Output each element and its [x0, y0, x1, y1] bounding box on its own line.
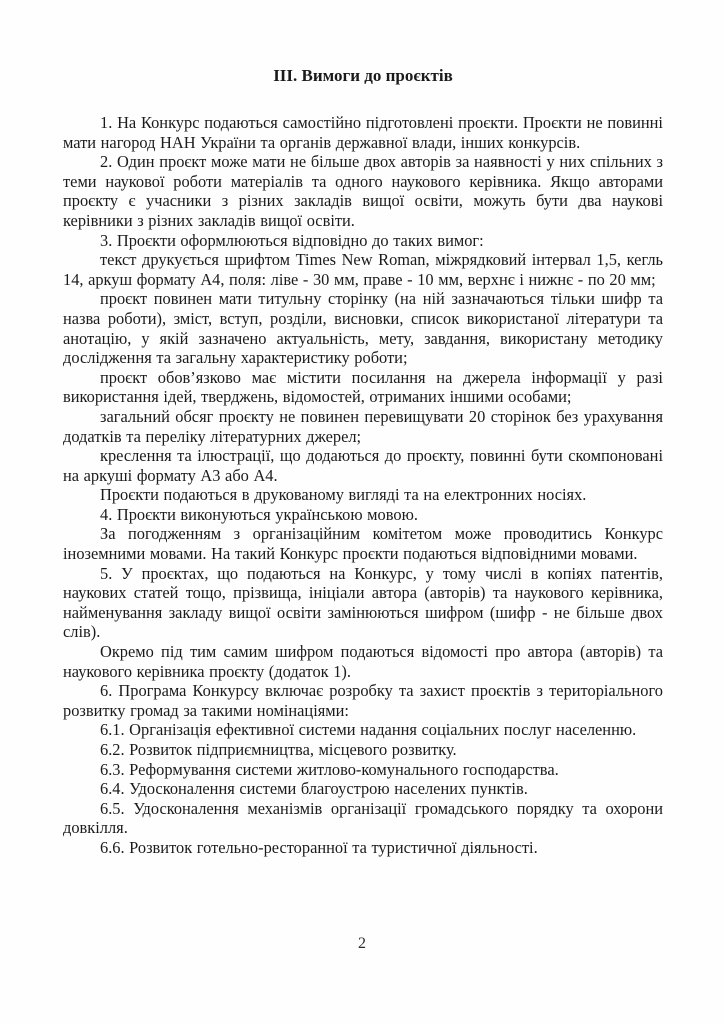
section-heading: III. Вимоги до проєктів — [273, 66, 453, 85]
paragraph: 6.4. Удосконалення системи благоустрою населених пунктів. — [100, 779, 528, 799]
paragraph: проєкт повинен мати титульну сторінку (на ній зазначаються тільки шифр та назва роботи), зміст, вступ, розділи, висновки, список використаної літератури та анотацію, у якій зазначено актуальність, мету, завдання, використану методику дослідження та загальну характеристику роботи; — [63, 289, 663, 368]
paragraph: 1. На Конкурс подаються самостійно підготовлені проєкти. Проєкти не повинні мати нагород НАН України та органів державної влади, інших конкурсів. — [63, 113, 663, 152]
paragraph: Окремо під тим самим шифром подаються відомості про автора (авторів) та наукового керівника проєкту (додаток 1). — [63, 642, 663, 681]
page-number: 2 — [358, 935, 366, 952]
paragraph: текст друкується шрифтом Times New Roman, міжрядковий інтервал 1,5, кегль 14, аркуш формату А4, поля: ліве - 30 мм, праве - 10 мм, верхнє і нижнє - по 20 мм; — [63, 250, 663, 289]
paragraph: проєкт обов’язково має містити посилання на джерела інформації у разі використання ідей, тверджень, відомостей, отриманих іншими особами; — [63, 367, 663, 407]
paragraph: 6.2. Розвиток підприємництва, місцевого розвитку. — [100, 740, 457, 759]
paragraph: 6.3. Реформування системи житлово-комунального господарства. — [100, 759, 559, 779]
paragraph: Проєкти подаються в друкованому вигляді та на електронних носіях. — [100, 485, 587, 505]
paragraph-container — [63, 113, 663, 858]
paragraph: 5. У проєктах, що подаються на Конкурс, у тому числі в копіях патентів, наукових статей тощо, прізвища, ініціали автора (авторів) та наукового керівника, найменування закладу вищої освіти замінюються шифром (шифр - не більше двох слів). — [63, 563, 663, 642]
paragraph: За погодженням з організаційним комітетом може проводитись Конкурс іноземними мовами. На такий Конкурс проєкти подаються відповідними мовами. — [63, 524, 663, 564]
paragraph: 6.1. Організація ефективної системи надання соціальних послуг населенню. — [100, 720, 637, 740]
paragraph: 6.6. Розвиток готельно-ресторанної та туристичної діяльності. — [100, 837, 538, 857]
paragraph: креслення та ілюстрації, що додаються до проєкту, повинні бути скомпоновані на аркуші формату А3 або А4. — [63, 446, 663, 485]
paragraph: загальний обсяг проєкту не повинен перевищувати 20 сторінок без урахування додатків та переліку літературних джерел; — [63, 406, 663, 446]
paragraph: 6.5. Удосконалення механізмів організації громадського порядку та охорони довкілля. — [63, 798, 663, 838]
document-body — [63, 66, 663, 858]
paragraph: 3. Проєкти оформлюються відповідно до таких вимог: — [100, 230, 484, 250]
paragraph: 4. Проєкти виконуються українською мовою. — [100, 504, 418, 524]
paragraph: 6. Програма Конкурсу включає розробку та захист проєктів з територіального розвитку громад за такими номінаціями: — [63, 681, 663, 720]
paragraph: 2. Один проєкт може мати не більше двох авторів за наявності у них спільних з теми наукової роботи матеріалів та одного наукового керівника. Якщо авторами проєкту є учасники з різних закладів вищої освіти, можуть бути два наукові керівники з різних закладів вищої освіти. — [63, 152, 663, 230]
